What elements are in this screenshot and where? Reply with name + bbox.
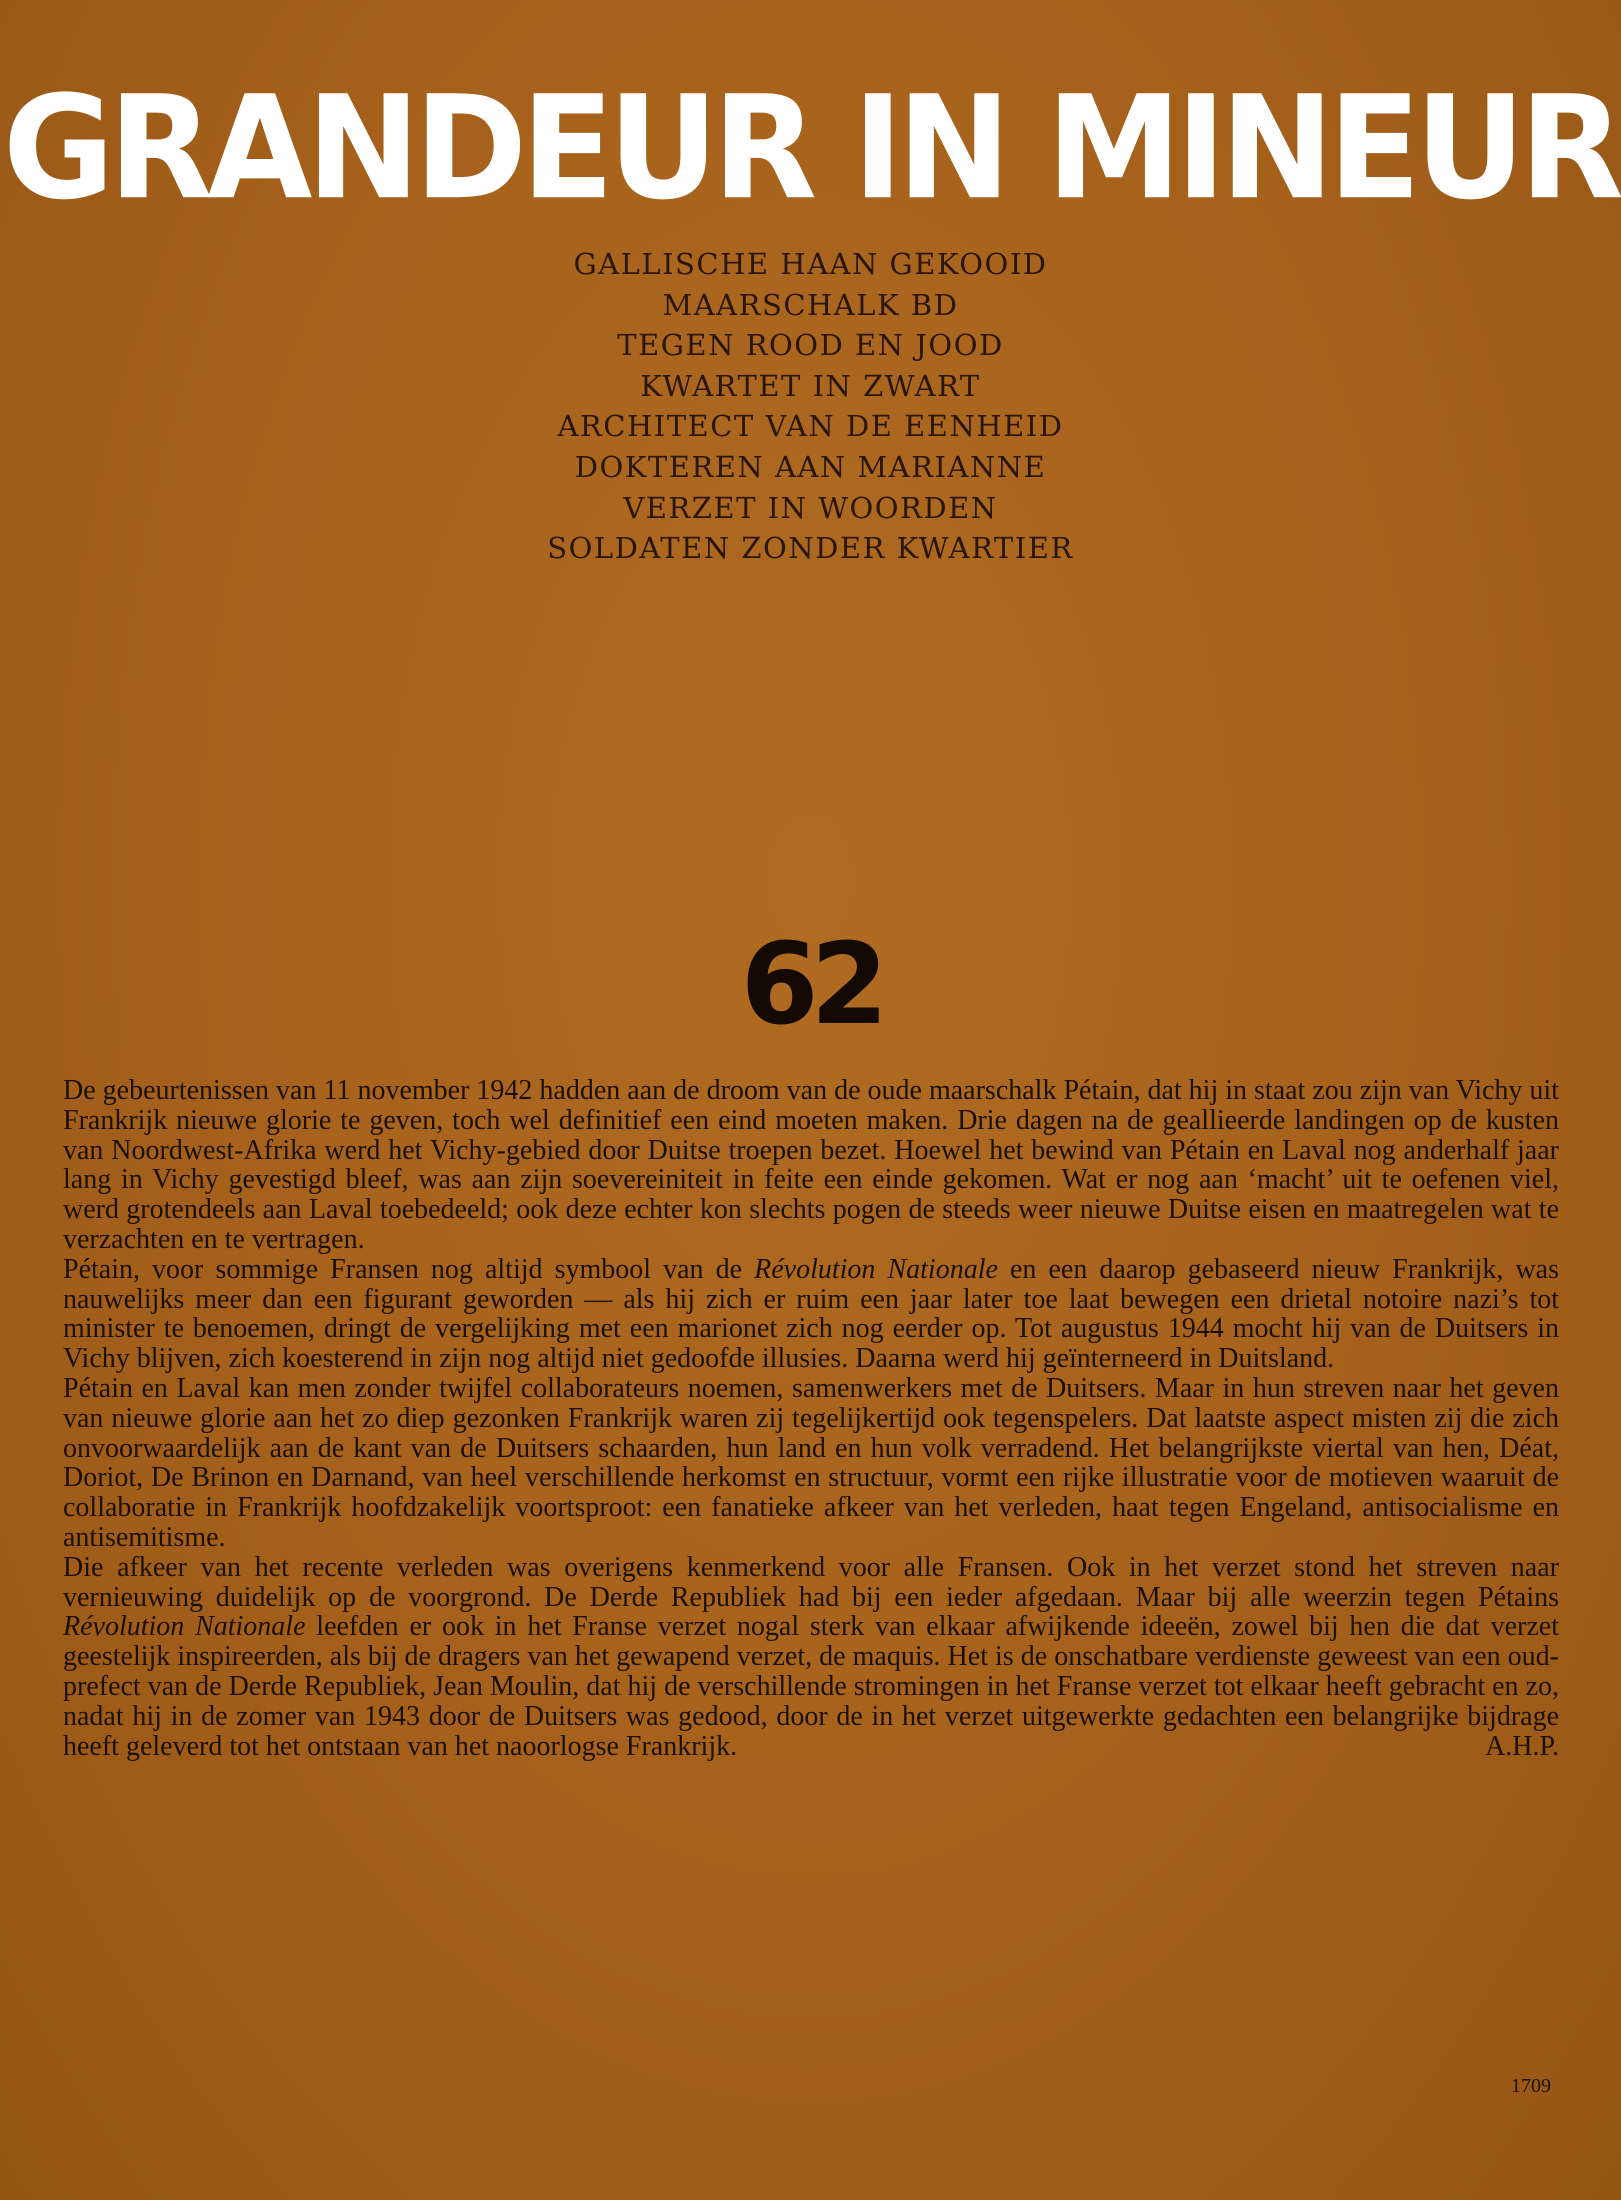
paragraph-1: De gebeurtenissen van 11 november 1942 hadden aan de droom van de oude maarschalk Pétain, dat hij in staat zou zijn van Vichy uit Frankrijk nieuwe glorie te geven, toch wel definitief een eind moeten maken. Drie dagen na de geallieerde landingen op de kusten van Noordwest-Afrika werd het Vichy-gebied door Duitse troepen bezet. Hoewel het bewind van Pétain en Laval nog anderhalf jaar lang in Vichy gevestigd bleef, was aan zijn soevereiniteit in feite een einde gekomen. Wat er nog aan ‘macht’ uit te oefenen viel, werd grotendeels aan Laval toebedeeld; ook deze echter kon slechts pogen de steeds weer nieuwe Duitse eisen en maatregelen wat te verzachten en te vertragen. <box>63 1075 1559 1255</box>
contents-list <box>0 244 1621 569</box>
contents-item: TEGEN ROOD EN JOOD <box>617 328 1004 363</box>
contents-item: KWARTET IN ZWART <box>640 368 981 403</box>
paragraph-2 <box>63 1255 1559 1374</box>
paragraph-2-text-b: en een daarop gebaseerd nieuw Frankrijk, was nauwelijks meer dan een figurant geworden — als hij zich er ruim een jaar later toe laat bewegen een drietal notoire nazi’s tot minister te benoemen, dringt de vergelijking met een marionet zich nog eerder op. Tot augustus 1944 mocht hij van de Duitsers in Vichy blijven, zich koesterend in zijn nog altijd niet gedoofde illusies. Daarna werd hij geïnterneerd in Duitsland. <box>63 1253 1559 1375</box>
paragraph-4 <box>63 1553 1559 1762</box>
contents-item: DOKTEREN AAN MARIANNE <box>574 449 1047 484</box>
paragraph-2-emphasis: Révolution Nationale <box>754 1253 998 1285</box>
contents-item: GALLISCHE HAAN GEKOOID <box>573 247 1048 281</box>
page-title: GRANDEUR IN MINEUR <box>2 66 1619 232</box>
contents-item: SOLDATEN ZONDER KWARTIER <box>547 531 1074 566</box>
issue-number: 62 <box>740 920 881 1050</box>
paragraph-4-text-a: Die afkeer van het recente verleden was overigens kenmerkend voor alle Fransen. Ook in het verzet stond het streven naar vernieuwing duidelijk op de voorgrond. De Derde Republiek had bij een ieder afgedaan. Maar bij alle weerzin tegen Pétains <box>63 1551 1559 1613</box>
paragraph-4-text-b: leefden er ook in het Franse verzet nogal sterk van elkaar afwijkende ideeën, zowel bij hen die dat verzet geestelijk inspireerden, als bij de dragers van het gewapend verzet, de maquis. Het is de onschatbare verdienste geweest van een oud-prefect van de Derde Republiek, Jean Moulin, dat hij de verschillende stromingen in het Franse verzet tot elkaar heeft gebracht en zo, nadat hij in de zomer van 1943 door de Duitsers was gedood, door de in het verzet uitgewerkte gedachten een belangrijke bijdrage heeft geleverd tot het ontstaan van het naoorlogse Frankrijk. <box>63 1611 1559 1762</box>
paragraph-4-emphasis: Révolution Nationale <box>63 1611 306 1643</box>
contents-item: MAARSCHALK BD <box>662 287 959 322</box>
article-body <box>63 1076 1559 1761</box>
paragraph-2-text-a: Pétain, voor sommige Fransen nog altijd symbool van de <box>63 1253 755 1285</box>
page-number: 1709 <box>1511 2075 1551 2097</box>
contents-item: VERZET IN WOORDEN <box>623 490 998 525</box>
paragraph-3: Pétain en Laval kan men zonder twijfel collaborateurs noemen, samenwerkers met de Duitsers. Maar in hun streven naar het geven van nieuwe glorie aan het zo diep gezonken Frankrijk waren zij tegelijkertijd ook tegenspelers. Dat laatste aspect misten zij die zich onvoorwaardelijk aan de kant van de Duitsers schaarden, hun land en hun volk verradend. Het belangrijkste viertal van hen, Déat, Doriot, De Brinon en Darnand, van heel verschillende herkomst en structuur, vormt een rijke illustratie voor de motieven waaruit de collaboratie in Frankrijk hoofdzakelijk voortsproot: een fanatieke afkeer van het verleden, haat tegen Engeland, antisocialisme en antisemitisme. <box>63 1372 1559 1553</box>
author-signature: A.H.P. <box>1485 1730 1559 1762</box>
contents-item: ARCHITECT VAN DE EENHEID <box>557 409 1064 444</box>
